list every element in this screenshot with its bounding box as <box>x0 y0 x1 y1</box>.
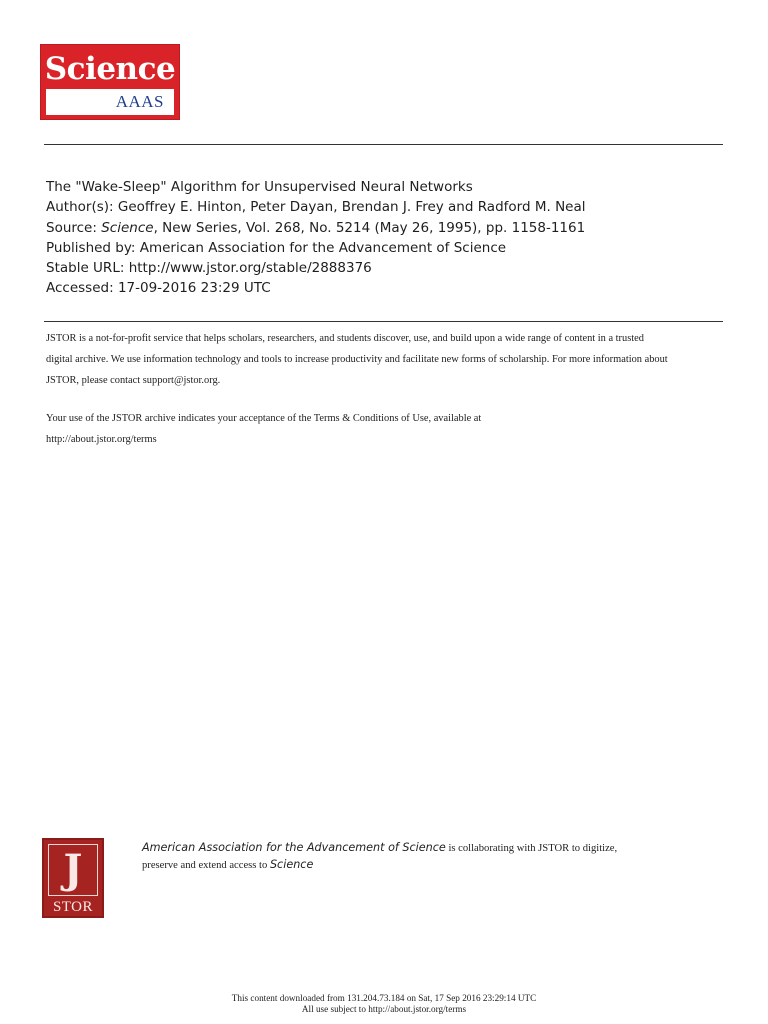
collaboration-line <box>142 857 702 874</box>
stable-url-line <box>46 258 586 278</box>
aaas-logo-band <box>46 89 174 115</box>
authors-label: Author(s): <box>46 199 114 216</box>
jstor-description-line: digital archive. We use information technology and tools to increase productivity and facilitate new forms of scholarship. For more information about <box>46 354 668 365</box>
science-aaas-logo <box>40 44 180 120</box>
citation-block <box>46 177 586 299</box>
collaboration-statement <box>142 840 702 874</box>
authors-value: Geoffrey E. Hinton, Peter Dayan, Brendan J. Frey and Radford M. Neal <box>117 199 586 216</box>
collaboration-org: American Association for the Advancement of Science <box>142 841 446 854</box>
jstor-description-line: JSTOR, please contact support@jstor.org. <box>46 375 221 386</box>
publisher-label: Published by: <box>46 239 136 256</box>
authors-line <box>46 197 586 217</box>
jstor-description-line: JSTOR is a not-for-profit service that helps scholars, researchers, and students discover, use, and build upon a wide range of content in a trusted <box>46 333 644 344</box>
jstor-logo <box>42 838 104 918</box>
accessed-label: Accessed: <box>46 280 114 297</box>
jstor-description <box>46 328 726 391</box>
source-line <box>46 218 586 238</box>
download-footer <box>0 993 768 1015</box>
terms-notice-text: Your use of the JSTOR archive indicates your acceptance of the Terms & Conditions of Use, available at <box>46 413 482 424</box>
publisher-value: American Association for the Advancement of Science <box>139 239 507 256</box>
collaboration-line <box>142 840 702 857</box>
source-label: Source: <box>46 219 97 236</box>
terms-footer: All use subject to http://about.jstor.org/terms <box>301 1004 467 1014</box>
terms-notice <box>46 408 726 450</box>
accessed-line <box>46 278 586 298</box>
middle-divider <box>44 321 723 322</box>
jstor-logo-word: STOR <box>52 899 94 915</box>
science-logo-wordmark: Science <box>44 51 176 87</box>
aaas-logo-text: AAAS <box>115 92 164 111</box>
download-info: This content downloaded from 131.204.73.184 on Sat, 17 Sep 2016 23:29:14 UTC <box>231 993 537 1003</box>
jstor-logo-letter: J <box>63 846 83 893</box>
accessed-value: 17-09-2016 23:29 UTC <box>117 280 271 297</box>
stable-url-link[interactable]: http://www.jstor.org/stable/2888376 <box>128 260 372 277</box>
collaboration-text: preserve and extend access to <box>142 860 270 871</box>
source-details: , New Series, Vol. 268, No. 5214 (May 26, 1995), pp. 1158-1161 <box>153 219 586 236</box>
stable-url-label: Stable URL: <box>46 260 125 277</box>
article-title: The "Wake-Sleep" Algorithm for Unsupervised Neural Networks <box>46 179 473 195</box>
publisher-line <box>46 238 586 258</box>
collaboration-text: is collaborating with JSTOR to digitize, <box>445 843 618 854</box>
top-divider <box>44 144 723 145</box>
collaboration-journal: Science <box>269 858 314 871</box>
source-journal: Science <box>101 219 154 236</box>
jstor-logo-frame <box>48 844 98 896</box>
terms-link[interactable]: http://about.jstor.org/terms <box>46 434 157 445</box>
